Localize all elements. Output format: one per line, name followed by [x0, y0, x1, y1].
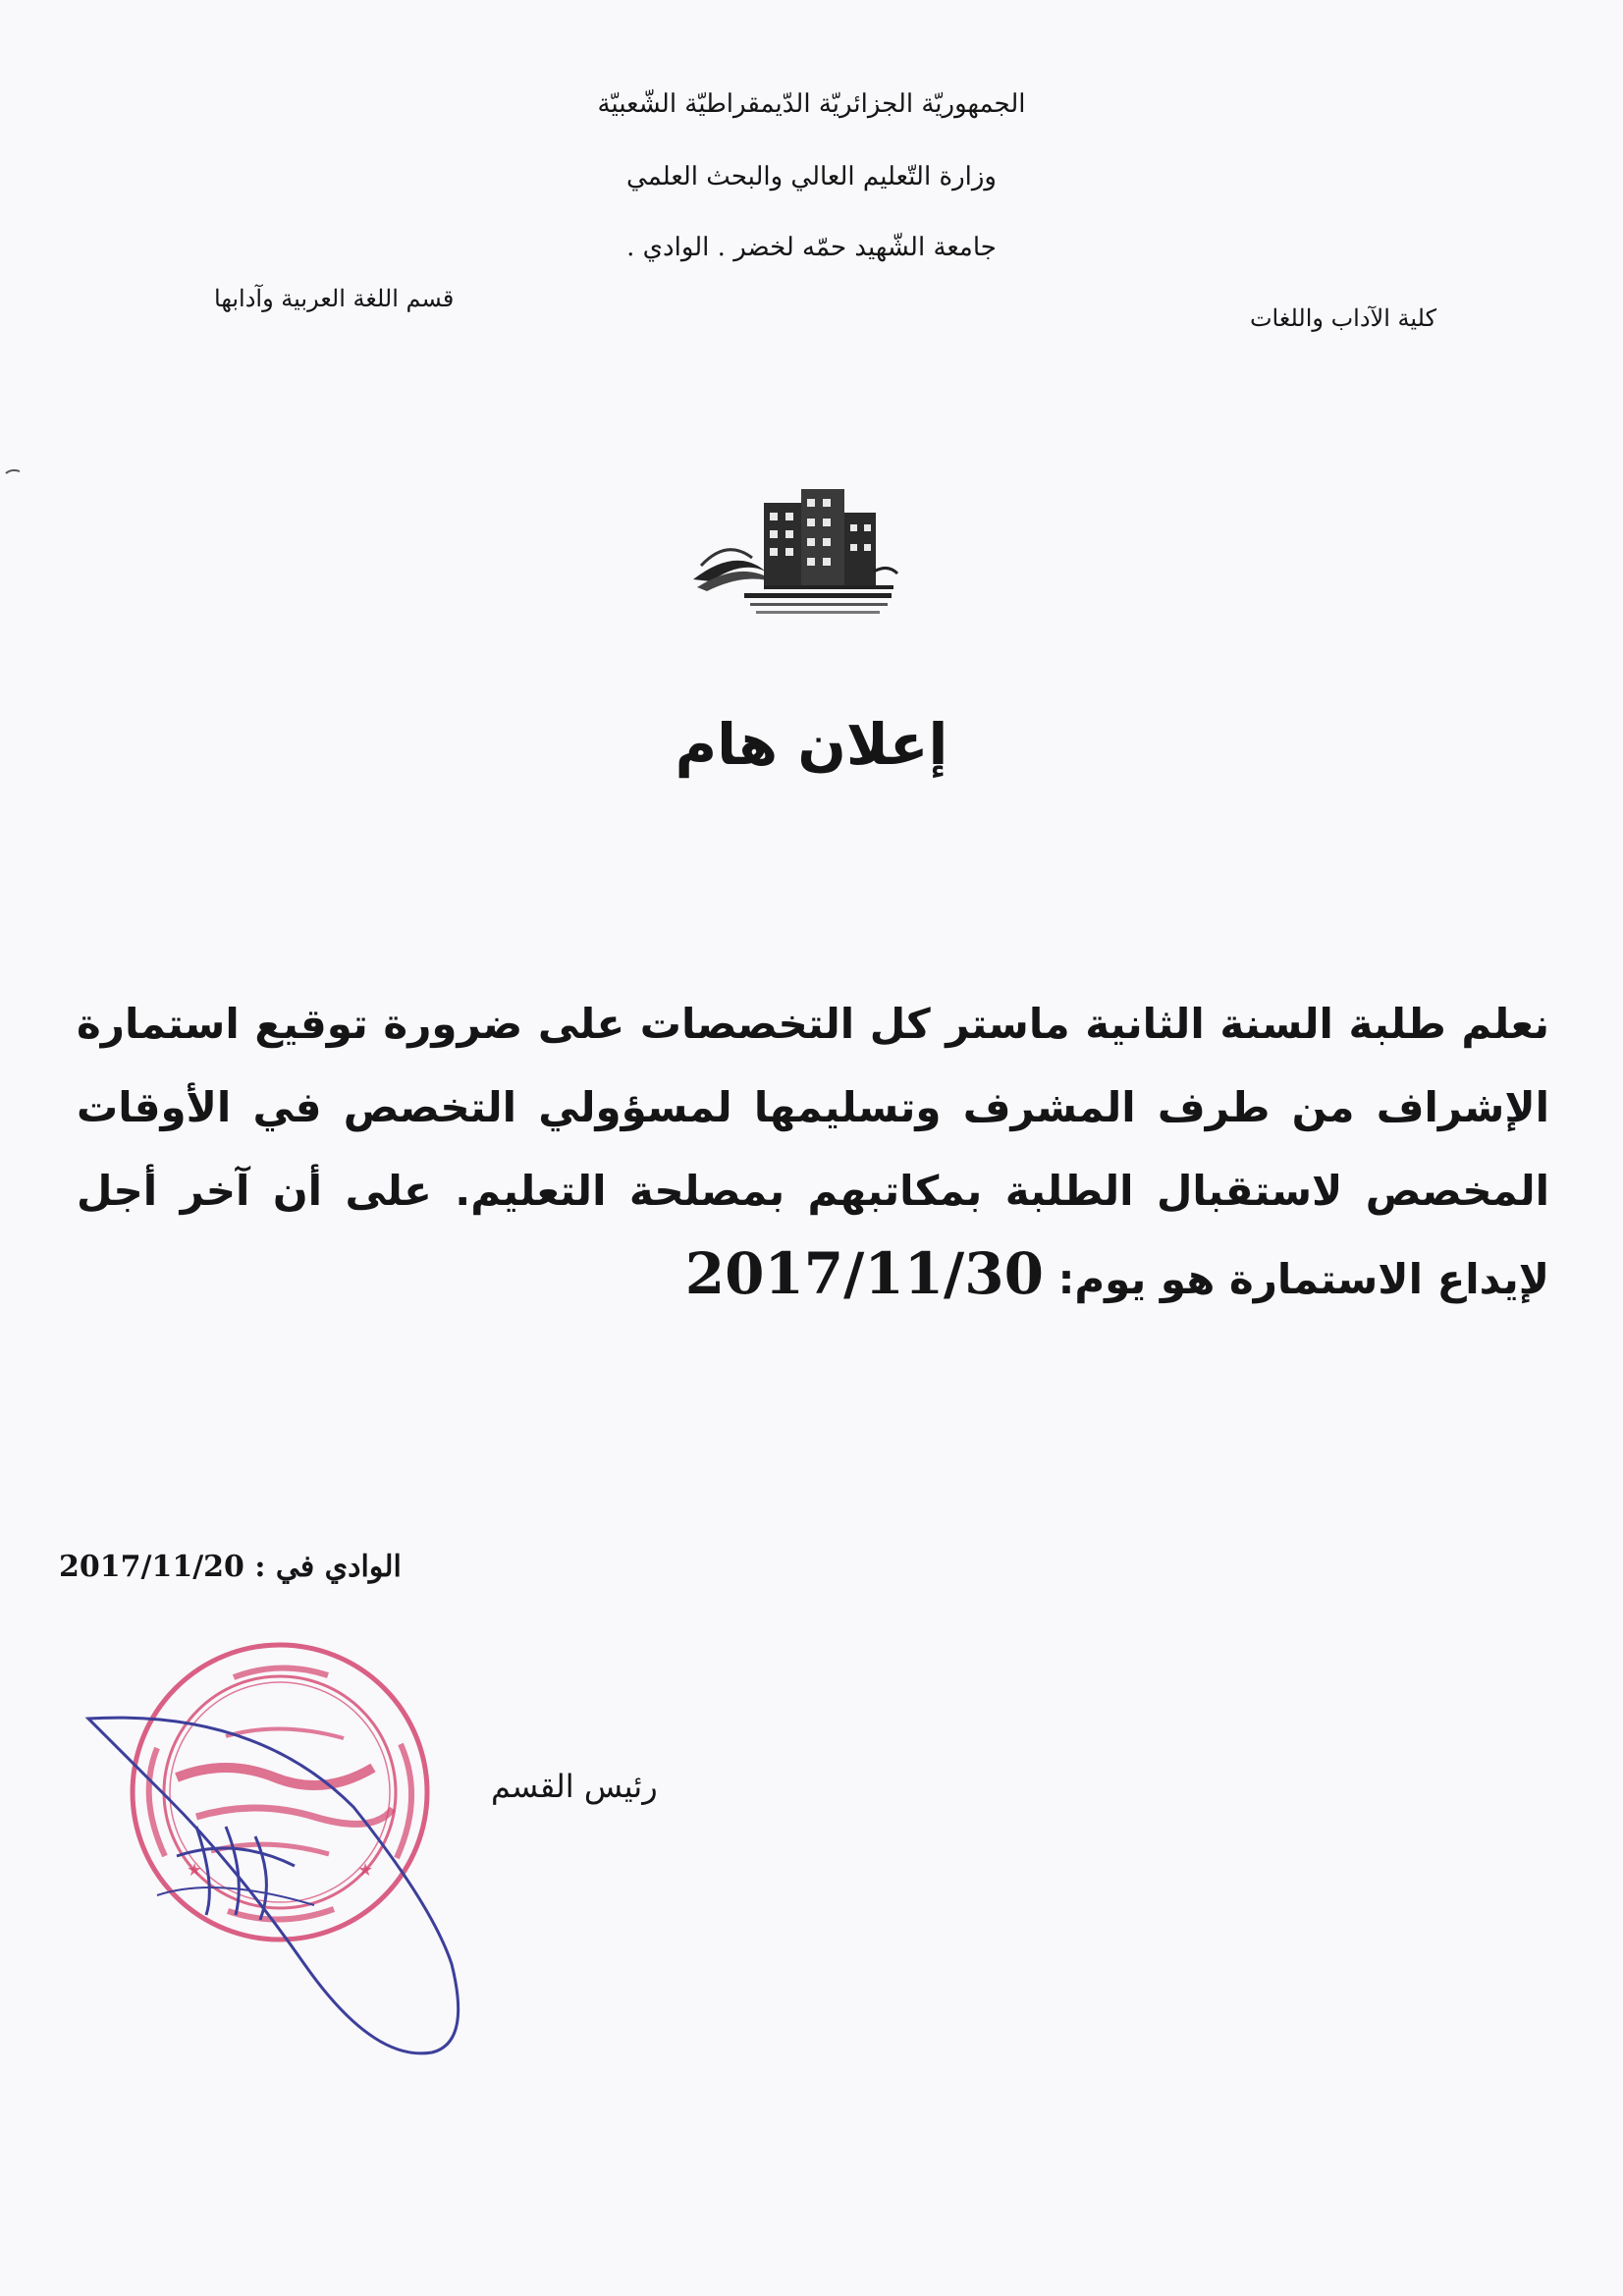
department-label: قسم اللغة العربية وآدابها: [214, 285, 455, 312]
announcement-body: [77, 982, 1549, 1321]
handwritten-signature: [59, 1669, 511, 2121]
announcement-title: إعلان هام: [675, 711, 948, 778]
ministry-header: وزارة التّعليم العالي والبحث العلمي: [626, 162, 997, 191]
issue-date: 2017/11/20: [59, 1550, 244, 1584]
deadline-date: 2017/11/30: [684, 1240, 1044, 1307]
signature-title: رئيس القسم: [491, 1768, 658, 1805]
university-header: جامعة الشّهيد حمّه لخضر . الوادي .: [626, 233, 997, 262]
faculty-label: كلية الآداب واللغات: [1249, 304, 1436, 332]
announcement-text: نعلم طلبة السنة الثانية ماستر كل التخصصات على ضرورة توقيع استمارة الإشراف من طرف المشرف وتسليمها لمسؤولي التخصص في الأوقات المخصص لاستقبال الطلبة بمكاتبهم بمصلحة التعليم. على أن آخر أجل لإيداع الاستمارة هو يوم:: [77, 1000, 1549, 1303]
paper-mark: [4, 467, 24, 477]
issue-place-label: الوادي في :: [254, 1550, 402, 1584]
svg-text:★: ★: [357, 1860, 374, 1881]
university-logo: [687, 469, 903, 625]
republic-header: الجمهوريّة الجزائريّة الدّيمقراطيّة الشّعبيّة: [597, 89, 1026, 119]
svg-text:★: ★: [187, 1860, 203, 1881]
issue-place-date: [59, 1550, 402, 1584]
